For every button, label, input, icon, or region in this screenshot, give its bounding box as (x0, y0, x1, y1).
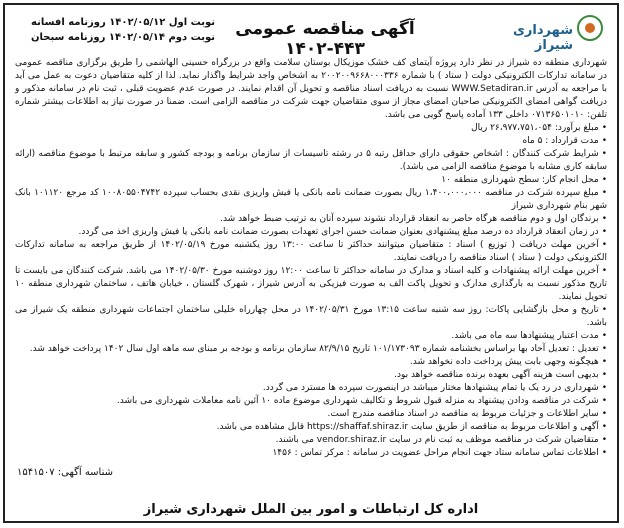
list-item: • آخرین مهلت دریافت ( توزیع ) اسناد : متقاضیان میتوانند حداکثر تا ساعت ۱۳:۰۰ روز یکشنبه مورخ ۱۴۰۲/۰۵/۱۹ از طریق مراجعه به سامانه تدارکات الکترونیکی دولت ( ستاد ) اسناد مناقصه را دریافت نمایند. (15, 239, 607, 265)
ad-id: شناسه آگهی: ۱۵۴۱۵۰۷ (17, 467, 114, 478)
list-item: • مبلغ برآورد: ۲۶،۹۷۷،۷۵۱،۰۵۴ ریال (15, 122, 607, 135)
list-item: • بدیهی است هزینه آگهی بعهده برنده مناقصه خواهد بود. (15, 369, 607, 382)
list-item: • شهرداری در رد یک یا تمام پیشنهادها مختار میباشد در اینصورت سپرده ها مسترد می گردد. (15, 382, 607, 395)
list-item: • متقاضیان شرکت در مناقصه موظف به ثبت نام در سایت vendor.shiraz.ir می باشند. (15, 434, 607, 447)
publication-dates (15, 15, 215, 45)
list-item: • اطلاعات تماس سامانه ستاد جهت انجام مراحل عضویت در سامانه : مرکز تماس : ۱۴۵۶ (15, 447, 607, 460)
list-item: • مدت قرارداد : ۵ ماه (15, 135, 607, 148)
page-title: آگهی مناقصه عمومی ۴۴۳-۱۴۰۲ (235, 19, 415, 59)
logo-text: شهرداری شیراز (513, 23, 573, 53)
list-item: • مبلغ سپرده شرکت در مناقصه ۱،۴۰۰،۰۰۰،۰۰۰ ریال بصورت ضمانت نامه بانکی یا فیش واریزی نقدی بحساب سپرده ۱۰۰۸۰۵۵۰۴۷۴۲ کد مرجع ۱۰۱۱۲۰ بانک شهر بنام شهرداری شیراز (15, 187, 607, 213)
list-item: • سایر اطلاعات و جزئیات مربوط به مناقصه در اسناد مناقصه مندرج است. (15, 408, 607, 421)
list-item: • تعدیل : تعدیل آحاد بها براساس بخشنامه شماره ۱۰۱/۱۷۳۰۹۳ تاریخ ۸۲/۹/۱۵ سازمان برنامه و بودجه بر مبنای سه ماهه اول سال ۱۴۰۲ پرداخت خواهد شد. (15, 343, 607, 356)
list-item: • آخرین مهلت ارائه پیشنهادات و کلیه اسناد و مدارک در سامانه حداکثر تا ساعت ۱۲:۰۰ روز دوشنبه مورخ ۱۴۰۲/۰۵/۳۰ می باشد. شرکت کنندگان می بایست تا تاریخ مذکور نسبت به بارگذاری مدارک و تحویل پاکت الف به صورت فیزیکی به آدرس شیراز ، شهرک گلستان ، خیابان هاتف ، ساختمان شهرداری منطقه ۱۰ تحویل نمایند. (15, 265, 607, 304)
list-item: • برندگان اول و دوم مناقصه هرگاه حاضر به انعقاد قرارداد نشوند سپرده آنان به ترتیب ضبط خواهد شد. (15, 213, 607, 226)
list-item: • شرکت در مناقصه ودادن پیشنهاد به منزله قبول شروط و تکالیف شهرداری موضوع ماده ۱۰ آئین نامه معاملات شهرداری می باشد. (15, 395, 607, 408)
municipality-emblem-icon (577, 15, 603, 41)
list-item: • شرایط شرکت کنندگان : اشخاص حقوقی دارای حداقل رتبه ۵ در رشته تاسیسات از سازمان برنامه و بودجه کشور و سابقه مرتبط با موضوع مناقصه (ارائه سابقه کاری مشابه با موضوع مناقصه الزامی می باشد). (15, 148, 607, 174)
list-item: • تاریخ و محل بازگشایی پاکات: روز سه شنبه ساعت ۱۳:۱۵ مورخ ۱۴۰۲/۰۵/۳۱ در محل چهارراه خلیلی ساختمان اجتماعات شهرداری منطقه یک شیراز می باشد. (15, 304, 607, 330)
publication-second: نوبت دوم ۱۴۰۲/۰۵/۱۴ روزنامه سبحان (30, 32, 215, 43)
tender-notice (3, 3, 619, 523)
list-item: • هیچگونه وجهی بابت پیش پرداخت داده نخواهد شد. (15, 356, 607, 369)
list-item: • آگهی و اطلاعات مربوط به مناقصه از طریق سایت https://shaffaf.shiraz.ir قابل مشاهده می باشد. (15, 421, 607, 434)
list-item: • مدت اعتبار پیشنهادها سه ماه می باشد. (15, 330, 607, 343)
publication-first: نوبت اول ۱۴۰۲/۰۵/۱۲ روزنامه افسانه (31, 17, 215, 28)
intro-paragraph: شهرداری منطقه ده شیراز در نظر دارد پروژه آیتمای کف خشک موزیکال بوستان سلامت واقع در بزرگراه حسینی الهاشمی را طریق برگزاری مناقصه عمومی در سامانه تدارکات الکترونیکی دولت ( ستاد ) با شماره ۲۰۰۲۰۰۹۶۶۸۰۰۰۳۳۶ به اشخاص واجد شرایط واگذار نماید. لذا از کلیه متقاضیان دعوت به عمل می آید با مراجعه به آدرس WWW.Setadiran.ir نسبت به دریافت اسناد مناقصه و تحویل آن اقدام نمایند. در صورت عدم عضویت قبلی ، ثبت نام در سامانه مذکور و دریافت گواهی امضای الکترونیکی صاحبان امضای مجاز از سوی متقاضیان جهت شرکت در مناقصه الزامی است. ضمنا در صورت نیاز به اطلاعات بیشتر شماره تلفن: ۰۷۱۳۶۵۰۱۰۱۰ داخلی ۱۳۳ آماده پاسخ گویی می باشد. (15, 58, 607, 120)
list-item: • در زمان انعقاد قرارداد ده درصد مبلغ پیشنهادی بعنوان ضمانت حسن اجرای تعهدات بصورت ضمانت نامه بانکی یا فیش واریزی اخذ می گردد. (15, 226, 607, 239)
notice-body (15, 57, 607, 460)
logo (491, 11, 609, 53)
footer-org: اداره کل ارتباطات و امور بین الملل شهرداری شیراز (143, 502, 479, 517)
list-item: • محل انجام کار: سطح شهرداری منطقه ۱۰ (15, 174, 607, 187)
